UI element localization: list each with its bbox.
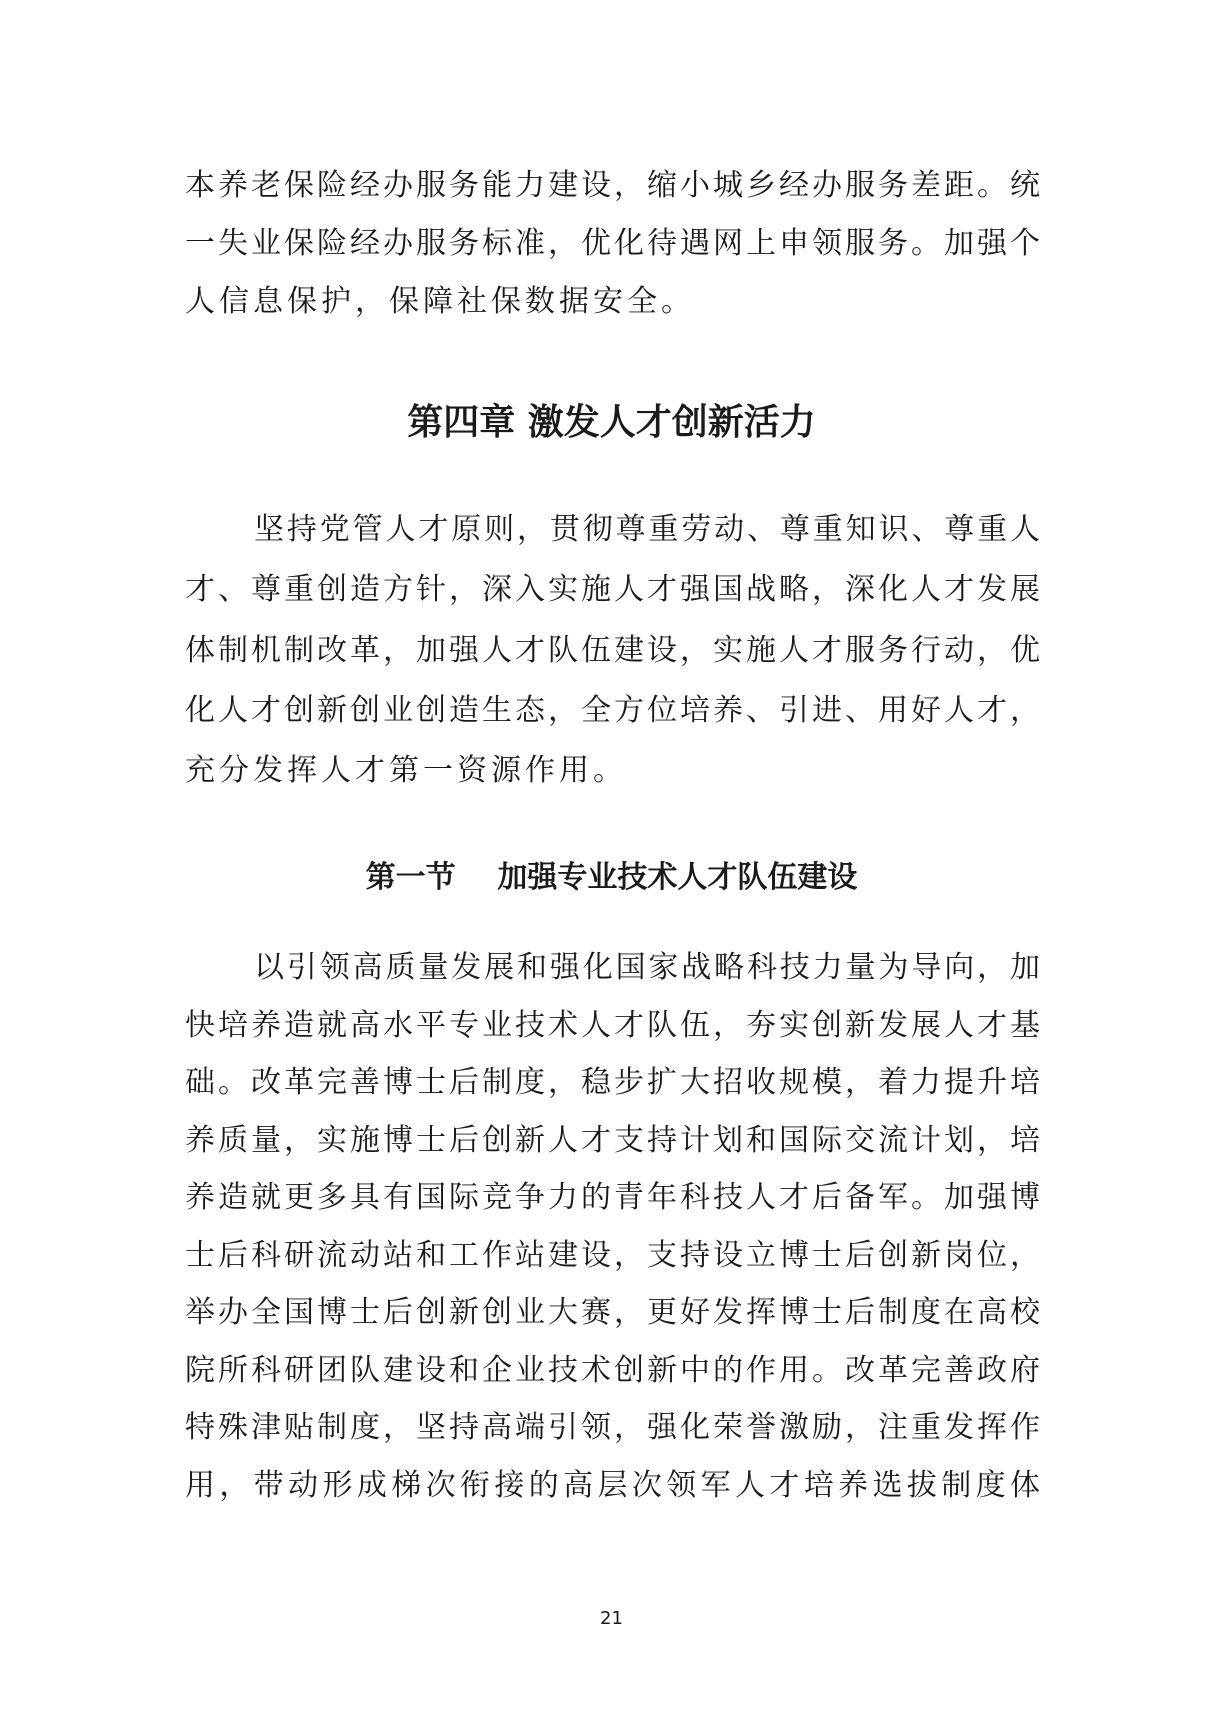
paragraph-line: 人信息保护，保障社保数据安全。 bbox=[185, 284, 695, 319]
paragraph-line: 养质量，实施博士后创新人才支持计划和国际交流计划，培 bbox=[185, 1123, 1040, 1158]
paragraph-line: 快培养造就高水平专业技术人才队伍，夯实创新发展人才基 bbox=[185, 1008, 1040, 1043]
paragraph-line: 养造就更多具有国际竞争力的青年科技人才后备军。加强博 bbox=[185, 1180, 1040, 1215]
paragraph-line: 士后科研流动站和工作站建设，支持设立博士后创新岗位， bbox=[185, 1238, 1040, 1273]
paragraph-line: 一失业保险经办服务标准，优化待遇网上申领服务。加强个 bbox=[185, 226, 1040, 261]
chapter-title: 第四章 激发人才创新活力 bbox=[407, 401, 816, 443]
paragraph-line: 以引领高质量发展和强化国家战略科技力量为导向，加 bbox=[254, 950, 1040, 985]
paragraph-line: 础。改革完善博士后制度，稳步扩大招收规模，着力提升培 bbox=[185, 1065, 1040, 1100]
section-title: 第一节 加强专业技术人才队伍建设 bbox=[365, 860, 858, 895]
paragraph-line: 举办全国博士后创新创业大赛，更好发挥博士后制度在高校 bbox=[185, 1295, 1040, 1330]
paragraph-line: 化人才创新创业创造生态，全方位培养、引进、用好人才， bbox=[185, 693, 1040, 728]
paragraph-line: 体制机制改革，加强人才队伍建设，实施人才服务行动，优 bbox=[185, 633, 1040, 668]
paragraph-line: 才、尊重创造方针，深入实施人才强国战略，深化人才发展 bbox=[185, 572, 1040, 607]
page-number: 21 bbox=[600, 1608, 623, 1629]
paragraph-line: 本养老保险经办服务能力建设，缩小城乡经办服务差距。统 bbox=[185, 168, 1040, 203]
paragraph-line: 充分发挥人才第一资源作用。 bbox=[185, 753, 627, 788]
paragraph-line: 院所科研团队建设和企业技术创新中的作用。改革完善政府 bbox=[185, 1353, 1040, 1388]
paragraph-line: 特殊津贴制度，坚持高端引领，强化荣誉激励，注重发挥作 bbox=[185, 1410, 1040, 1445]
paragraph-line: 用，带动形成梯次衔接的高层次领军人才培养选拔制度体 bbox=[185, 1468, 1040, 1503]
paragraph-line: 坚持党管人才原则，贯彻尊重劳动、尊重知识、尊重人 bbox=[254, 512, 1040, 547]
